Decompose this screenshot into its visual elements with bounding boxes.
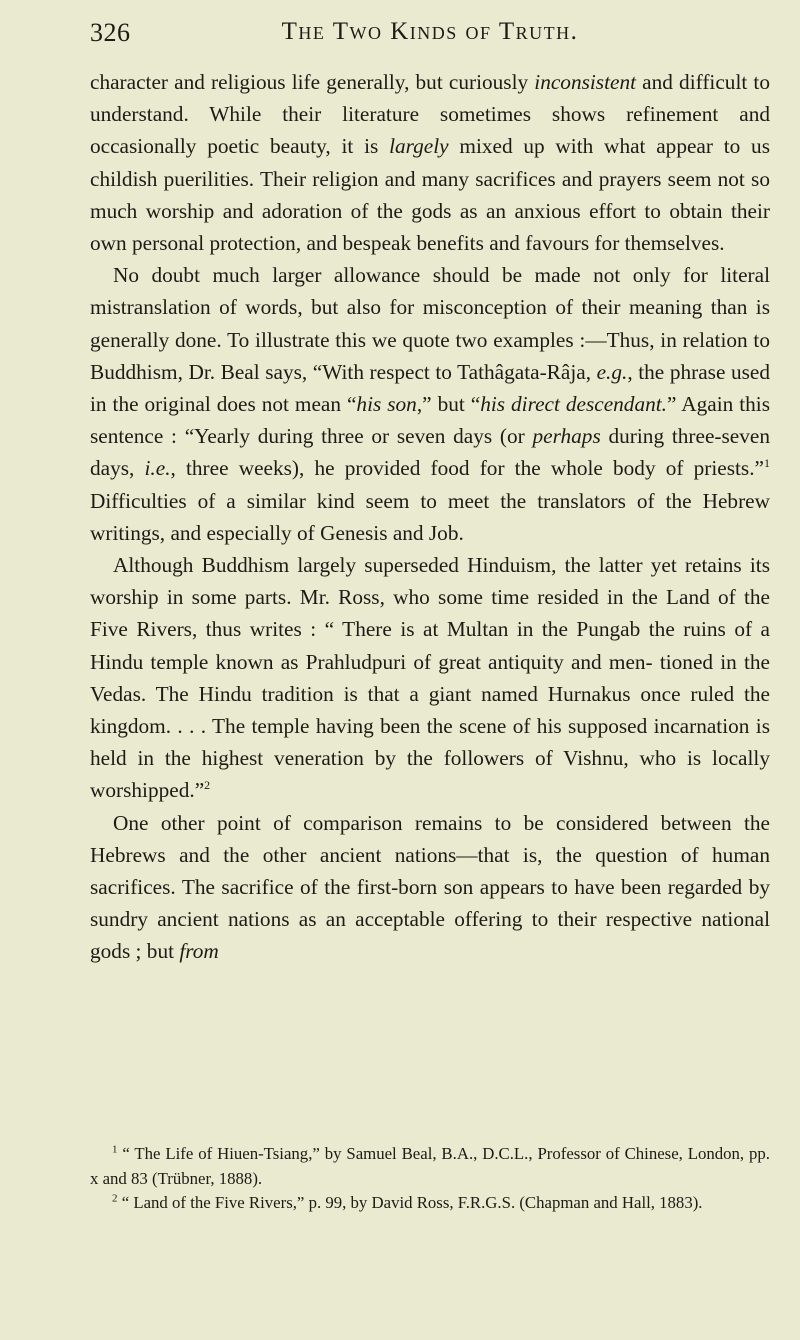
italic-run: largely bbox=[389, 134, 449, 159]
text-run: Difficulties of a similar kind seem to meet the translators of the Hebrew writings, and especially of Genesis and Job. bbox=[90, 488, 770, 545]
text-run: ,” but “ bbox=[416, 392, 481, 417]
footnote-2 bbox=[90, 1191, 770, 1216]
text-run: during three-seven days, bbox=[90, 424, 770, 481]
italic-run: his direct descendant. bbox=[480, 392, 667, 417]
running-title: The Two Kinds of Truth. bbox=[281, 18, 579, 45]
footnotes bbox=[90, 1142, 770, 1216]
italic-run: from bbox=[179, 939, 219, 964]
footnote-text: “ The Life of Hiuen-Tsiang,” by Samuel Beal, B.A., D.C.L., Professor of Chinese, London, pp. x and 83 (Trübner, 1888). bbox=[90, 1144, 770, 1188]
text-run: One other point of comparison remains to be considered between the Hebrews and the other ancient nations—that is, the question of human sacrifices. The sacrifice of the first-born son appears to have been regarded by sundry ancient nations as an acceptable offering to their respective national gods ; but bbox=[90, 810, 770, 964]
text-run: mixed up with what appear to us childish puerilities. Their religion and many sacrifices and prayers seem not so much worship and adoration of the gods as an anxious effort to obtain their own personal protection, and bespeak benefits and favours for themselves. bbox=[90, 134, 770, 256]
page-number: 326 bbox=[90, 18, 131, 47]
paragraph-1 bbox=[90, 66, 770, 259]
paragraph-4 bbox=[90, 807, 770, 968]
text-run: and difficult to understand. While their literature sometimes shows refinement and occasionally poetic beauty, it is bbox=[90, 70, 770, 159]
footnote-ref-2[interactable]: 2 bbox=[204, 778, 211, 793]
text-run: No doubt much larger allowance should be made not only for literal mistranslation of words, but also for misconception of their meaning than is generally done. To illustrate this we quote two examples :—Thus, in relation to Buddhism, Dr. Beal says, “With respect to Tathâgata-Râja, bbox=[90, 263, 770, 384]
italic-run: e.g. bbox=[596, 359, 628, 384]
text-run: , the phrase used in the original does not mean “ bbox=[90, 359, 771, 417]
footnote-1 bbox=[90, 1142, 770, 1191]
text-run: character and religious life generally, but curiously bbox=[90, 70, 535, 94]
body-text bbox=[90, 66, 770, 968]
page-header bbox=[90, 18, 770, 58]
paragraph-3 bbox=[90, 549, 770, 807]
text-run: ” Again this sentence : “Yearly during three or seven days (or bbox=[90, 392, 771, 449]
paragraph-2 bbox=[90, 259, 770, 549]
italic-run: his son bbox=[356, 392, 417, 417]
italic-run: perhaps bbox=[532, 424, 601, 449]
italic-run: i.e. bbox=[144, 456, 171, 481]
text-run: , three weeks), he provided food for the whole body of priests.” bbox=[170, 456, 764, 481]
footnote-mark: 2 bbox=[112, 1192, 118, 1205]
footnote-ref-1[interactable]: 1 bbox=[764, 456, 770, 471]
text-run: Although Buddhism largely superseded Hinduism, the latter yet retains its worship in some parts. Mr. Ross, who some time resided in the Land of the Five Rivers, thus writes : “ There is at Multan in the Pungab the ruins of a Hindu temple known as Prahludpuri of great antiquity and men- tioned in the Vedas. The Hindu tradition is that a giant named Hurnakus once ruled the kingdom. . . . The temple having been the scene of his supposed incarnation is held in the highest veneration by the followers of Vishnu, who is locally worshipped.” bbox=[90, 553, 770, 803]
italic-run: inconsistent bbox=[534, 70, 637, 94]
footnote-text: “ Land of the Five Rivers,” p. 99, by David Ross, F.R.G.S. (Chapman and Hall, 1883). bbox=[117, 1193, 703, 1212]
footnote-mark: 1 bbox=[112, 1143, 118, 1156]
